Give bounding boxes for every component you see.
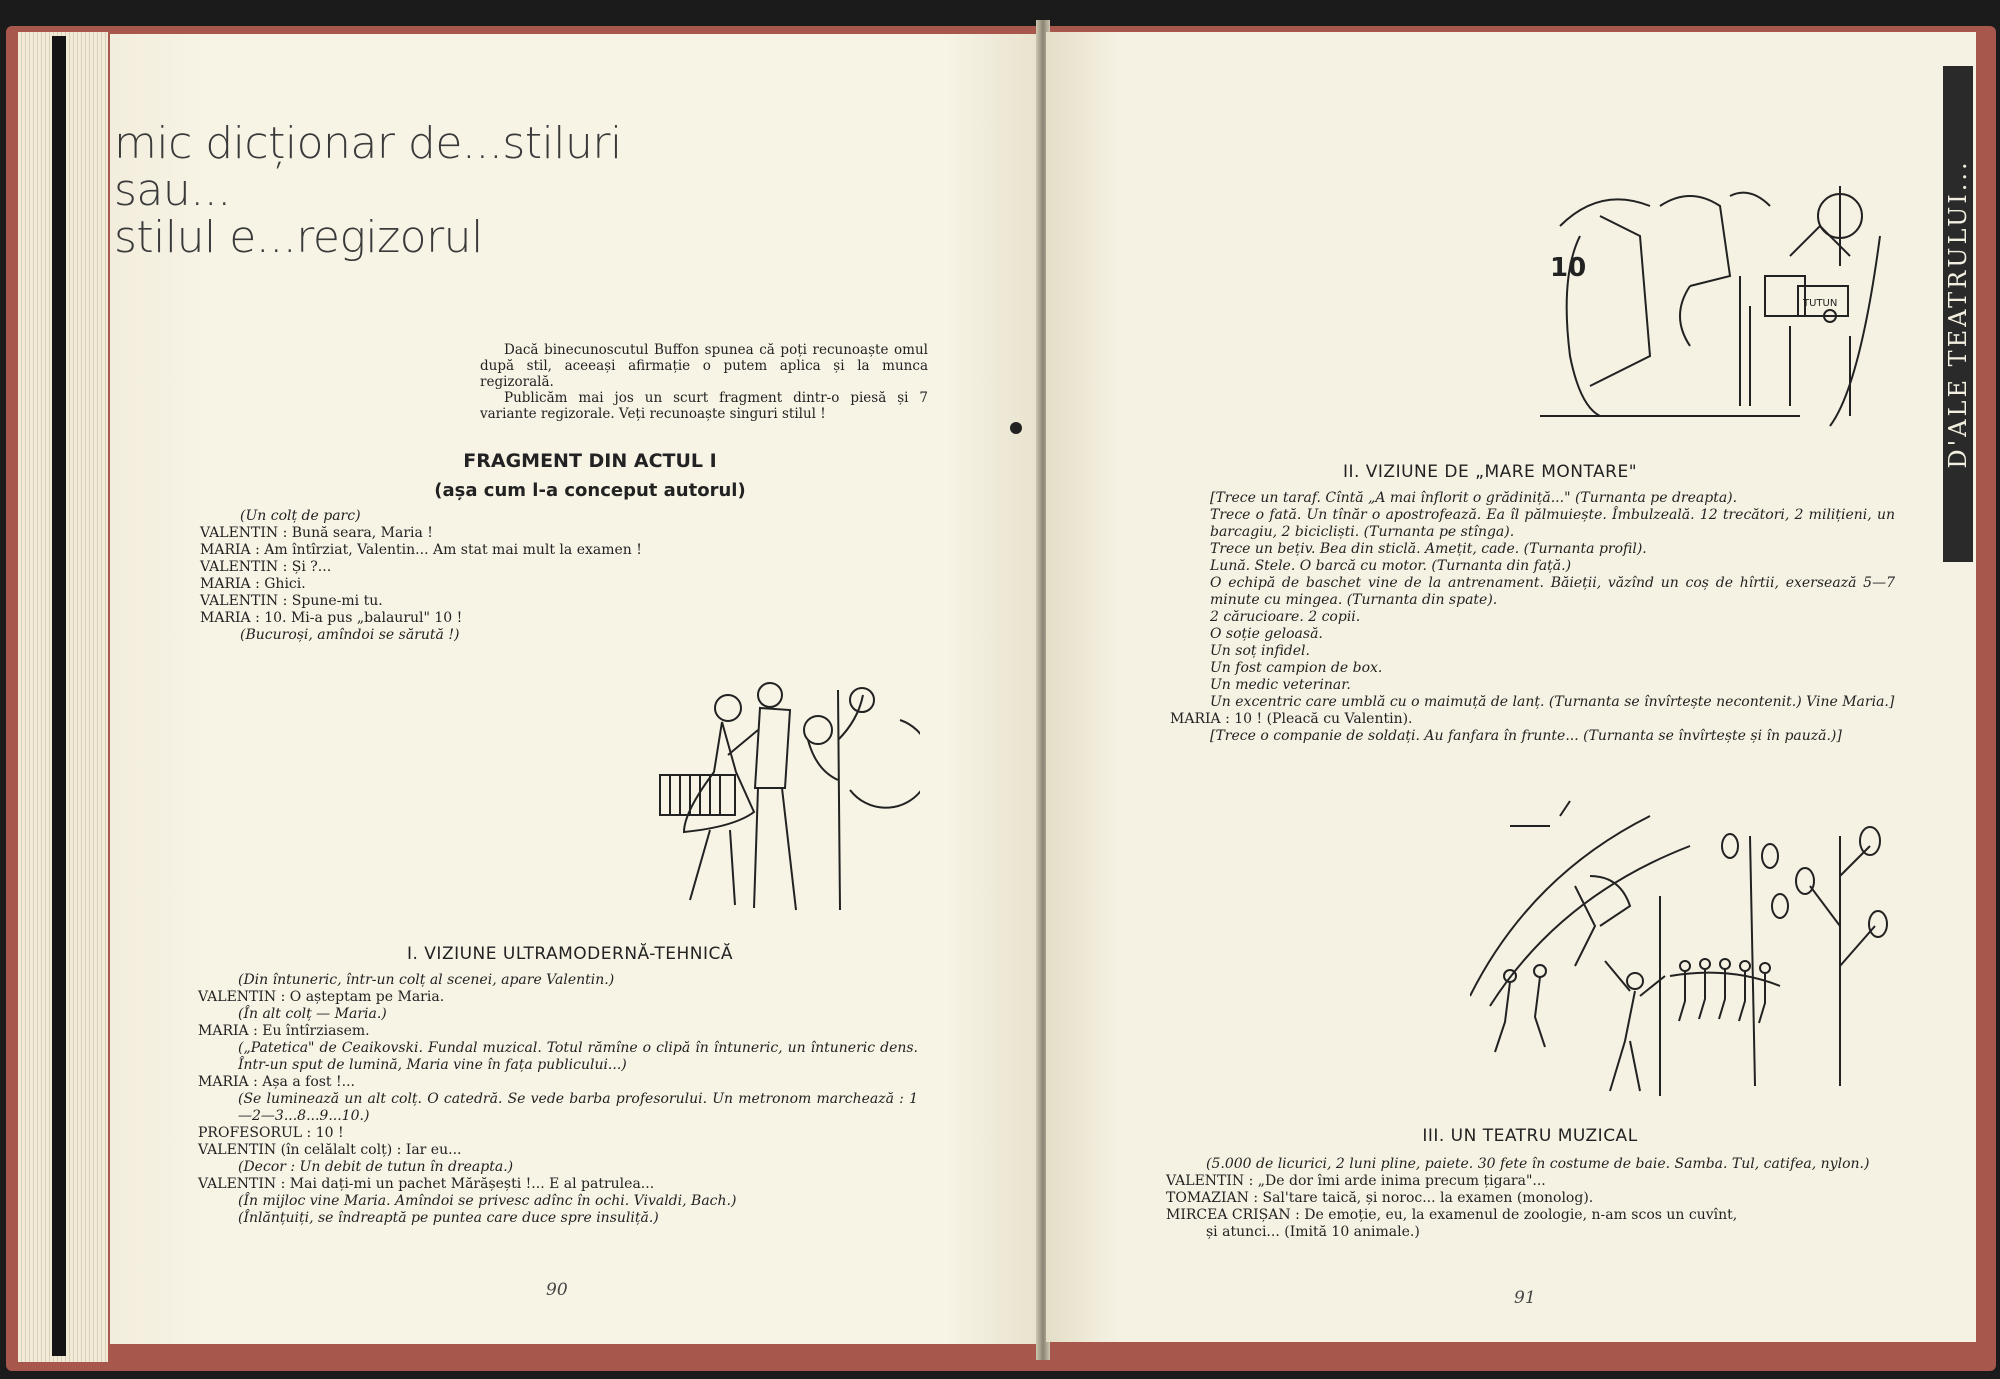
fragment-dialog [200, 508, 820, 644]
dialog-line: MARIA : 10 ! (Pleacă cu Valentin). [1170, 711, 1413, 727]
page-number-right: 91 [1514, 1288, 1536, 1308]
illustration-number: 10 [1550, 253, 1587, 283]
dialog-line: MARIA : Așa a fost !... [198, 1074, 355, 1090]
intro-text [480, 342, 928, 422]
dialog-line: VALENTIN : O așteptam pe Maria. [198, 989, 445, 1005]
stage-direction: Un excentric care umblă cu o maimuță de lanț. (Turnanta se învîrtește necontenit.) Vine Maria.] [1210, 694, 1895, 710]
intro-paragraph: Dacă binecunoscutul Buffon spunea că poți recunoaște omul după stil, aceeași afirmație o putem aplica și la munca regizorală. [480, 342, 928, 390]
dialog-line: MARIA : Eu întîrziasem. [198, 1023, 370, 1039]
stage-direction: (5.000 de licurici, 2 luni pline, paiete. 30 fete în costume de baie. Samba. Tul, catifea, nylon.) [1206, 1156, 1870, 1172]
stage-direction: („Patetica" de Ceaikovski. Fundal muzical. Totul rămîne o clipă în întuneric, un întuneric dens. Într-un sput de lumină, Maria vine în fața publicului...) [238, 1040, 918, 1073]
stage-direction: (Se luminează un alt colț. O catedră. Se vede barba profesorului. Un metronom marchează : 1—2—3...8...9...10.) [238, 1091, 918, 1124]
dialog-line: MARIA : Ghici. [200, 576, 306, 592]
stage-direction: Lună. Stele. O barcă cu motor. (Turnanta din față.) [1210, 558, 1572, 574]
stage-direction: (Înlănțuiți, se îndreaptă pe puntea care duce spre insuliță.) [238, 1210, 659, 1226]
intro-paragraph: Publicăm mai jos un scurt fragment dintr-o piesă și 7 variante regizorale. Veți recunoaște singuri stilul ! [480, 390, 928, 422]
dialog-line: VALENTIN : Spune-mi tu. [200, 593, 383, 609]
stage-direction: 2 cărucioare. 2 copii. [1210, 609, 1361, 625]
title-line: mic dicționar de...stiluri [114, 118, 622, 169]
stage-direction: Un medic veterinar. [1210, 677, 1351, 693]
stage-direction: Un soț infidel. [1210, 643, 1310, 659]
dialog-line: MARIA : 10. Mi-a pus „balaurul" 10 ! [200, 610, 463, 626]
stage-direction: [Trece un taraf. Cîntă „A mai înflorit o grădiniță..." (Turnanta pe dreapta). [1210, 490, 1738, 506]
dialog-line: PROFESORUL : 10 ! [198, 1125, 344, 1141]
stage-direction: [Trece o companie de soldați. Au fanfara în frunte... (Turnanta se învîrtește și în pauză.)] [1210, 728, 1842, 744]
dialog-line: TOMAZIAN : Sal'tare taică, și noroc... la examen (monolog). [1166, 1190, 1594, 1206]
page-number-left: 90 [546, 1280, 568, 1300]
dialog-line: MIRCEA CRIȘAN : De emoție, eu, la examenul de zoologie, n-am scos un cuvînt, [1166, 1207, 1738, 1223]
stage-direction: (În alt colț — Maria.) [238, 1006, 387, 1022]
article-title [114, 120, 674, 261]
section3-heading: III. UN TEATRU MUZICAL [1422, 1126, 1638, 1146]
stage-direction: (Decor : Un debit de tutun în dreapta.) [238, 1159, 514, 1175]
abstract-face-illustration [1540, 176, 1890, 436]
illustration-sign: TUTUN [1803, 298, 1838, 309]
stage-direction: Un fost campion de box. [1210, 660, 1383, 676]
dialog-line: VALENTIN : Și ?... [200, 559, 332, 575]
stage-direction: (Bucuroși, amîndoi se sărută !) [240, 627, 460, 643]
dialog-line: VALENTIN : „De dor îmi arde inima precum țigara"... [1166, 1173, 1546, 1189]
stage-dancers-illustration [1470, 796, 1890, 1106]
spine-shadow [52, 36, 66, 1356]
title-line: stilul e...regizorul [114, 212, 483, 263]
section2-dialog [1170, 490, 1895, 745]
section-tab-label: D'ALE TEATRULUI... [1944, 159, 1972, 469]
section3-dialog [1166, 1156, 1894, 1241]
section1-dialog [198, 972, 918, 1227]
dialog-line: MARIA : Am întîrziat, Valentin... Am stat mai mult la examen ! [200, 542, 642, 558]
stage-direction: (În mijloc vine Maria. Amîndoi se privesc adînc în ochi. Vivaldi, Bach.) [238, 1193, 737, 1209]
section-tab [1943, 66, 1973, 562]
section2-heading: II. VIZIUNE DE „MARE MONTARE" [1342, 462, 1638, 482]
stage-direction: O echipă de baschet vine de la antrenament. Băieții, văzînd un coș de hîrtii, exersează 5—7 minute cu mingea. (Turnanta din spate). [1210, 575, 1895, 608]
fragment-heading: FRAGMENT DIN ACTUL I [463, 450, 717, 472]
stage-direction: Trece un bețiv. Bea din sticlă. Amețit, cade. (Turnanta profil). [1210, 541, 1647, 557]
couple-illustration [650, 660, 920, 920]
section1-heading: I. VIZIUNE ULTRAMODERNĂ-TEHNICĂ [406, 944, 733, 964]
title-line: sau... [114, 165, 231, 216]
fragment-subheading: (așa cum l-a conceput autorul) [434, 480, 746, 501]
stage-direction: (Un colț de parc) [240, 508, 361, 524]
stage-direction: (Din întuneric, într-un colț al scenei, apare Valentin.) [238, 972, 615, 988]
dialog-line: VALENTIN : Bună seara, Maria ! [200, 525, 433, 541]
page-dot [1010, 422, 1022, 434]
dialog-line: VALENTIN (în celălalt colț) : Iar eu... [198, 1142, 462, 1158]
dialog-line: VALENTIN : Mai dați-mi un pachet Mărășești !... E al patrulea... [198, 1176, 655, 1192]
dialog-line: și atunci... (Imită 10 animale.) [1206, 1224, 1420, 1240]
stage-direction: O soție geloasă. [1210, 626, 1323, 642]
stage-direction: Trece o fată. Un tînăr o apostrofează. Ea îl pălmuiește. Îmbulzeală. 12 trecători, 2 milițieni, un barcagiu, 2 bicicliști. (Turnanta pe stînga). [1210, 507, 1895, 540]
